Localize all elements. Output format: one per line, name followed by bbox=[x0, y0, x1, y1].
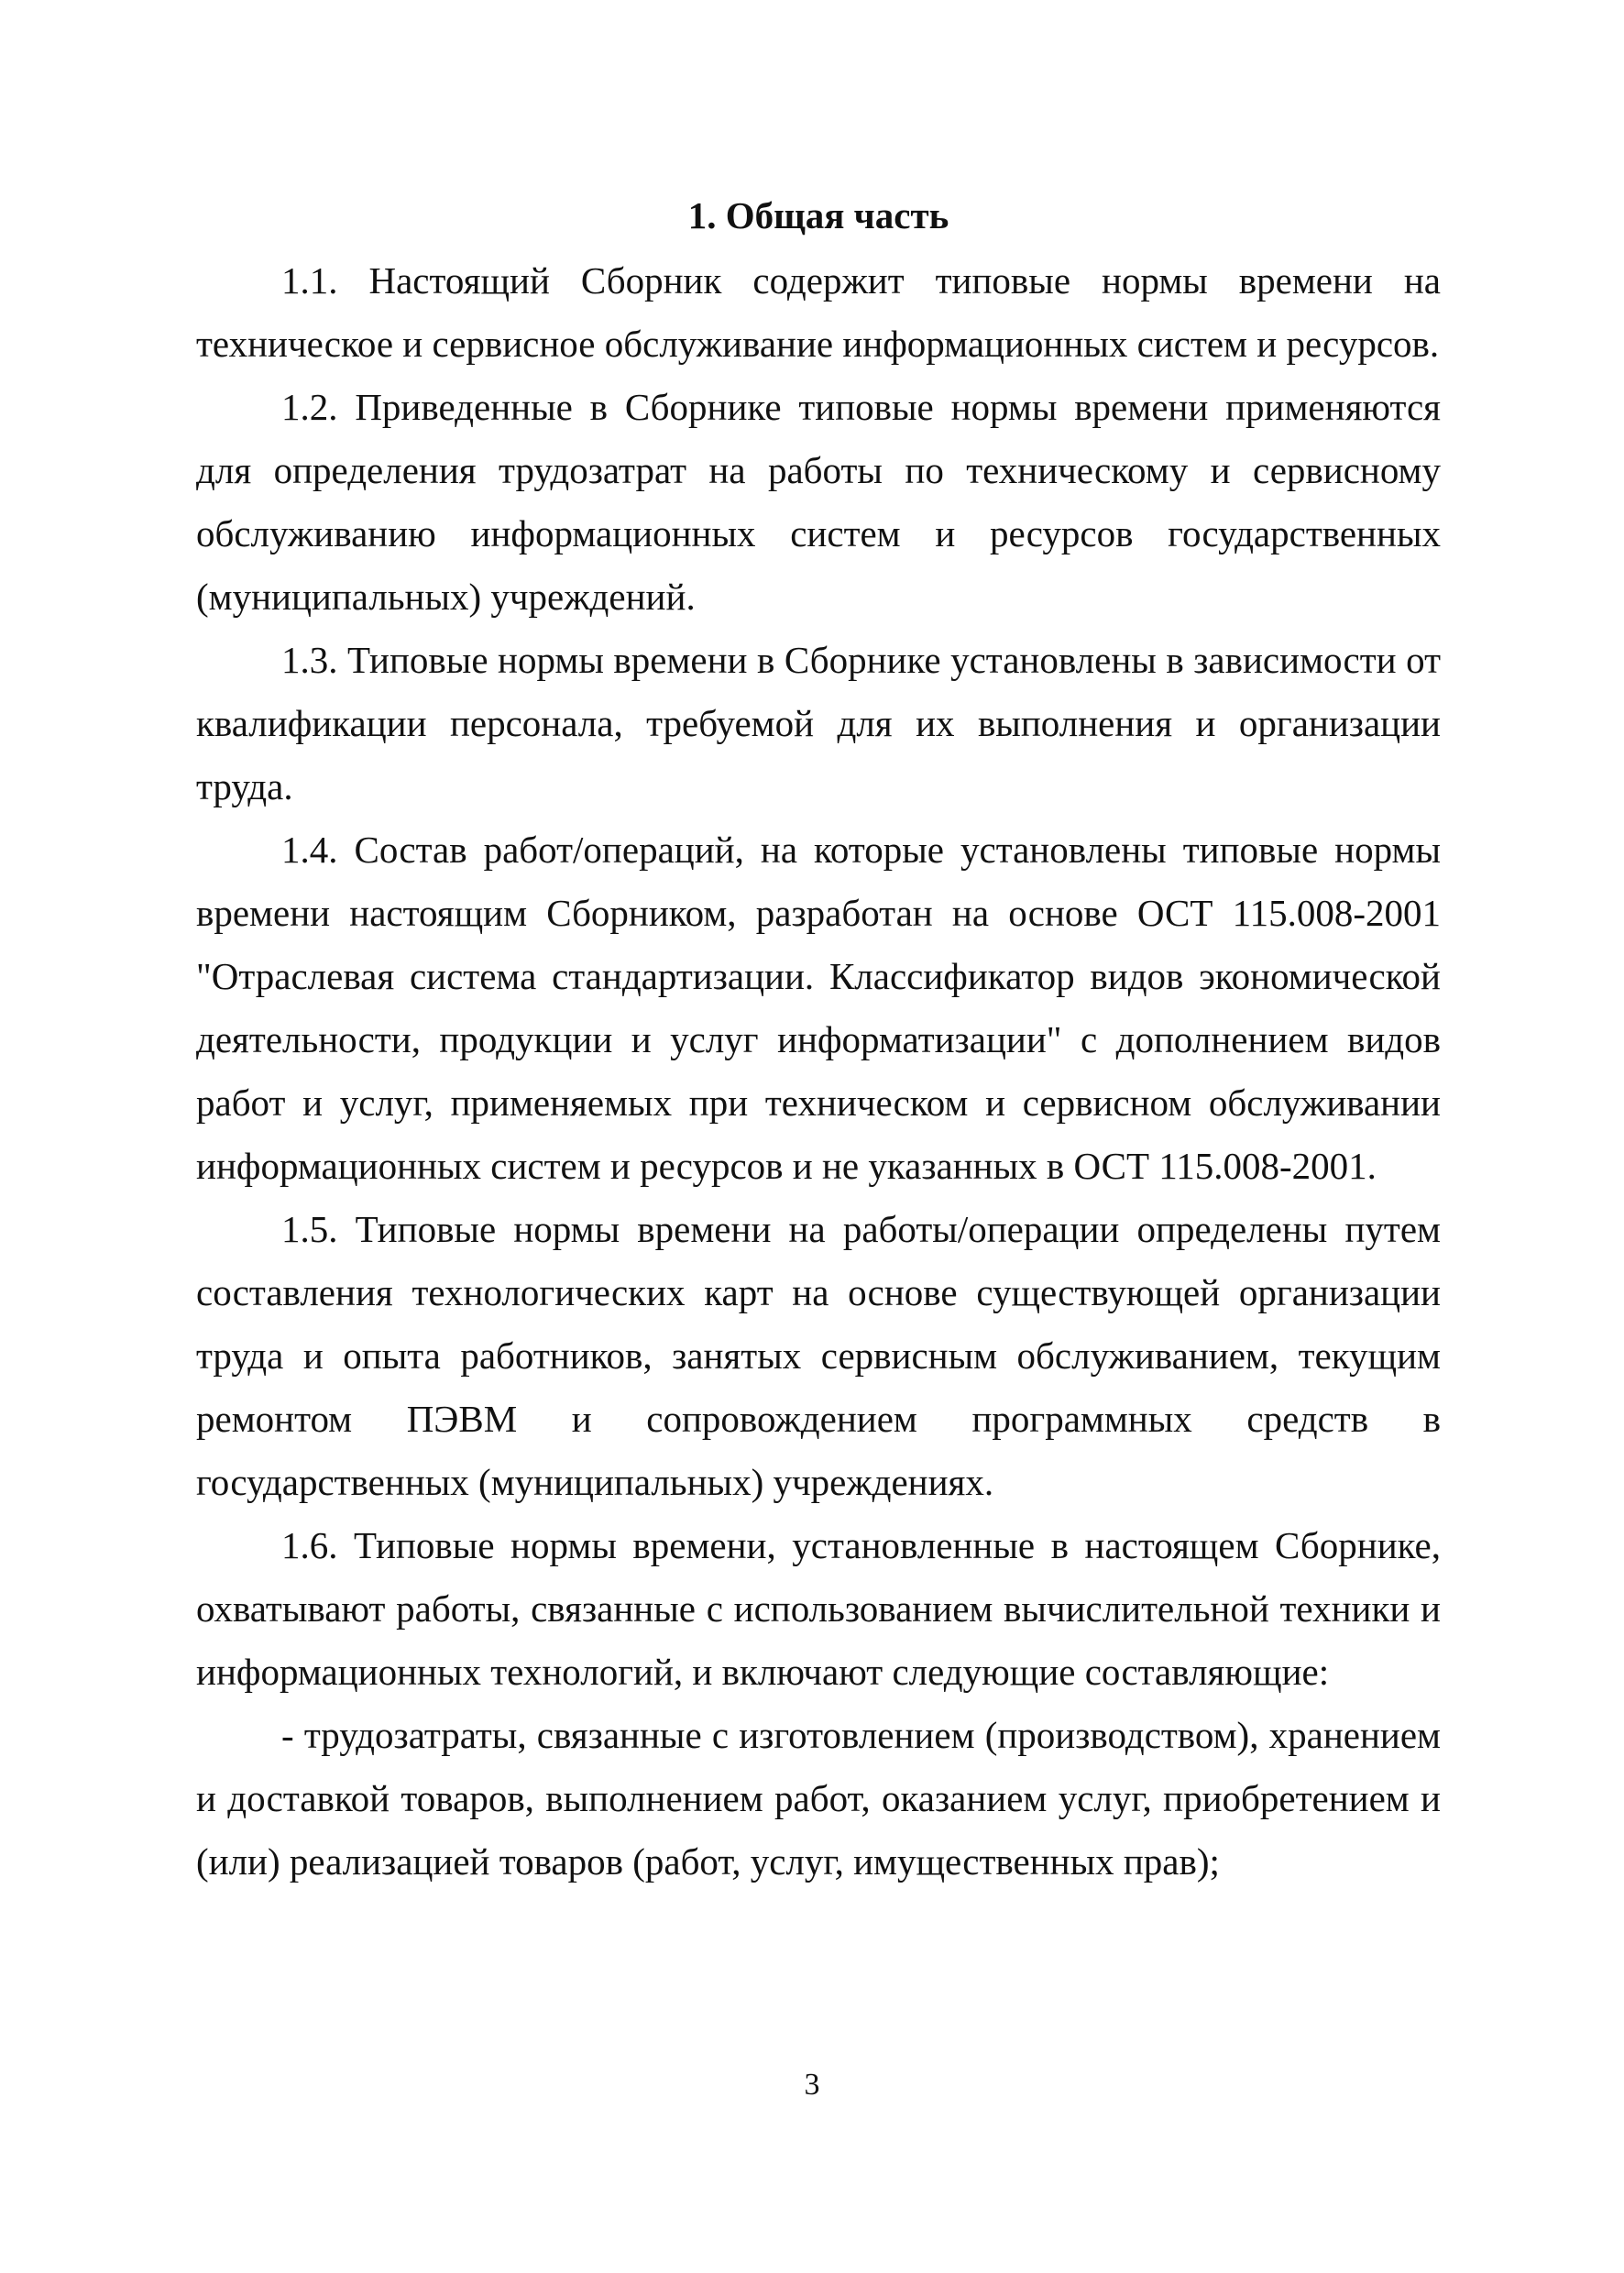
paragraph-1-5: 1.5. Типовые нормы времени на работы/операции определены путем составления технологических карт на основе существующей организации труда и опыта работников, занятых сервисным обслуживанием, текущим ремонтом ПЭВМ и сопровождением программных средств в государственных (муниципальных) учреждениях. bbox=[196, 1208, 1441, 1503]
paragraph-1-2: 1.2. Приведенные в Сборнике типовые нормы времени применяются для определения трудозатрат на работы по техническому и сервисному обслуживанию информационных систем и ресурсов государственных (муниципальных) учреждений. bbox=[196, 386, 1441, 618]
page-number: 3 bbox=[804, 2068, 820, 2102]
paragraph-1-1: 1.1. Настоящий Сборник содержит типовые нормы времени на техническое и сервисное обслуживание информационных систем и ресурсов. bbox=[196, 259, 1441, 365]
list-item-labor-costs: - трудозатраты, связанные с изготовлением (производством), хранением и доставкой товаров, выполнением работ, оказанием услуг, приобретением и (или) реализацией товаров (работ, услуг, имущественных прав); bbox=[196, 1714, 1441, 1883]
paragraph-1-3: 1.3. Типовые нормы времени в Сборнике установлены в зависимости от квалификации персонала, требуемой для их выполнения и организации труда. bbox=[196, 639, 1441, 807]
document-body bbox=[196, 183, 1441, 1894]
paragraph-1-6: 1.6. Типовые нормы времени, установленные в настоящем Сборнике, охватывают работы, связанные с использованием вычислительной техники и информационных технологий, и включают следующие составляющие: bbox=[196, 1524, 1441, 1693]
paragraph-1-4: 1.4. Состав работ/операций, на которые установлены типовые нормы времени настоящим Сборником, разработан на основе ОСТ 115.008-2001 "Отраслевая система стандартизации. Классификатор видов экономической деятельности, продукции и услуг информатизации" с дополнением видов работ и услуг, применяемых при техническом и сервисном обслуживании информационных систем и ресурсов и не указанных в ОСТ 115.008-2001. bbox=[196, 829, 1441, 1187]
section-title: 1. Общая часть bbox=[687, 194, 949, 236]
